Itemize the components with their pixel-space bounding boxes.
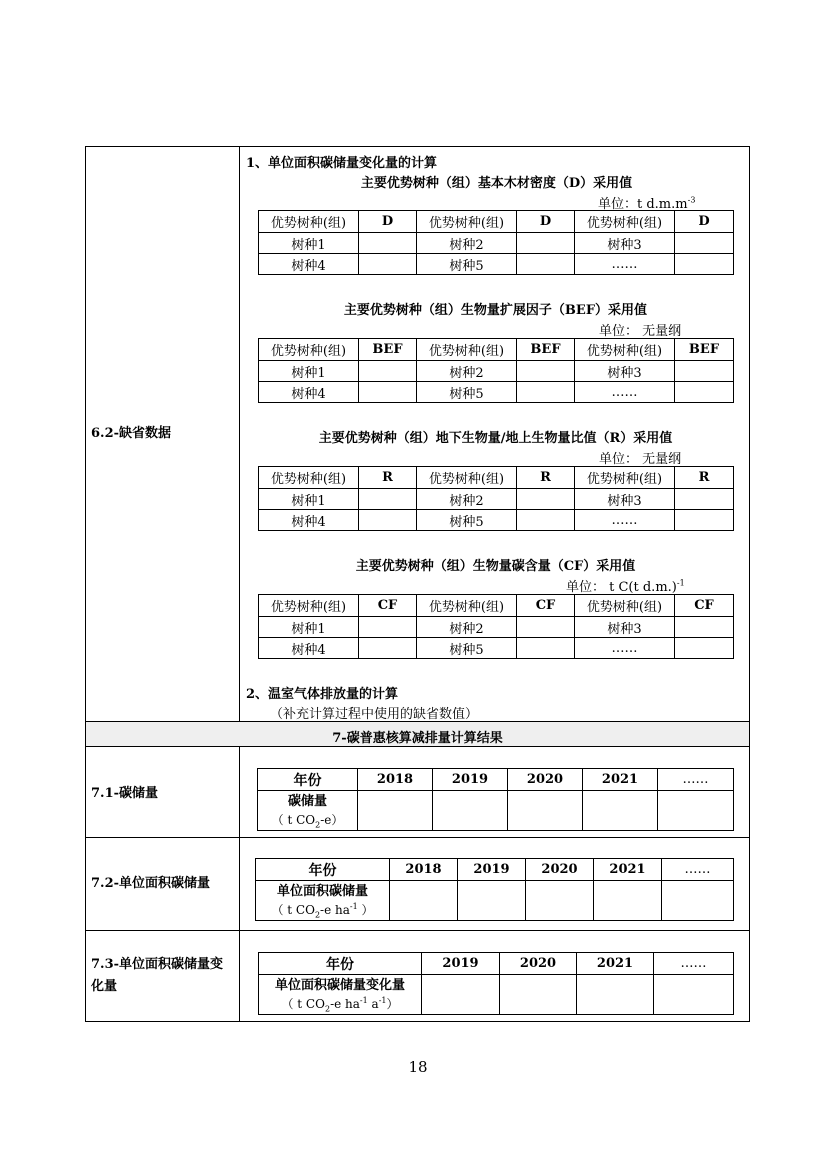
species-cell: 树种3 <box>575 489 675 510</box>
unit-d: 单位：t $d.m.m^{-3}$ <box>598 195 696 212</box>
species-cell: 树种5 <box>417 510 517 531</box>
value-cell[interactable] <box>500 975 577 1015</box>
species-cell: 树种4 <box>259 638 359 659</box>
param-header: D <box>675 211 734 233</box>
year-2019: 2019 <box>433 769 508 791</box>
row-label-7-3-line1: 7.3-单位面积碳储量变 <box>91 957 224 972</box>
table-cf <box>258 594 734 659</box>
value-cell[interactable] <box>675 617 734 638</box>
value-cell[interactable] <box>359 617 417 638</box>
col-header: 优势树种(组) <box>417 595 517 617</box>
col-header: 优势树种(组) <box>259 339 359 361</box>
col-header: 优势树种(组) <box>575 595 675 617</box>
value-cell[interactable] <box>675 233 734 254</box>
param-header: CF <box>675 595 734 617</box>
unit-cf: 单位： t C(t d.m.)$^{-1}$ <box>566 578 685 595</box>
year-2019: 2019 <box>422 953 500 975</box>
value-cell[interactable] <box>675 382 734 403</box>
value-cell[interactable] <box>577 975 654 1015</box>
year-2020: 2020 <box>508 769 583 791</box>
value-cell[interactable] <box>359 638 417 659</box>
species-cell: 树种1 <box>259 617 359 638</box>
value-cell[interactable] <box>517 382 575 403</box>
col-header: 优势树种(组) <box>575 467 675 489</box>
note-2: （补充计算过程中使用的缺省数值） <box>270 707 479 722</box>
year-more: …… <box>662 859 734 881</box>
value-cell[interactable] <box>517 638 575 659</box>
value-cell[interactable] <box>517 233 575 254</box>
value-cell[interactable] <box>359 489 417 510</box>
year-2018: 2018 <box>390 859 458 881</box>
value-cell[interactable] <box>358 791 433 831</box>
param-header: R <box>517 467 575 489</box>
table-r <box>258 466 734 531</box>
table-d <box>258 210 734 275</box>
value-cell[interactable] <box>675 489 734 510</box>
row-title-cell <box>258 791 358 831</box>
species-cell: 树种5 <box>417 638 517 659</box>
row-unit: （ t $CO_2-e$ $ha^{-1}$ ） <box>271 901 374 919</box>
page-number: 18 <box>408 1058 428 1076</box>
value-cell[interactable] <box>526 881 594 921</box>
col-header: 优势树种(组) <box>575 211 675 233</box>
table-title-cf: 主要优势树种（组）生物量碳含量（CF）采用值 <box>355 559 636 574</box>
col-header: 优势树种(组) <box>417 467 517 489</box>
year-2020: 2020 <box>500 953 577 975</box>
species-cell: 树种2 <box>417 233 517 254</box>
value-cell[interactable] <box>594 881 662 921</box>
value-cell[interactable] <box>654 975 734 1015</box>
value-cell[interactable] <box>583 791 658 831</box>
value-cell[interactable] <box>662 881 734 921</box>
value-cell[interactable] <box>359 510 417 531</box>
col-header: 优势树种(组) <box>259 467 359 489</box>
table-7-3 <box>258 952 734 1015</box>
unit-bef: 单位： 无量纲 <box>599 324 682 339</box>
param-header: R <box>675 467 734 489</box>
param-header: D <box>359 211 417 233</box>
species-cell: 树种5 <box>417 254 517 275</box>
year-2021: 2021 <box>594 859 662 881</box>
value-cell[interactable] <box>359 233 417 254</box>
species-cell: 树种3 <box>575 233 675 254</box>
species-cell: 树种2 <box>417 617 517 638</box>
species-cell: 树种4 <box>259 510 359 531</box>
col-header: 优势树种(组) <box>417 339 517 361</box>
species-cell: …… <box>575 638 675 659</box>
value-cell[interactable] <box>359 361 417 382</box>
row-unit: （ t $CO_2-e$ $ha^{-1}$ $a^{-1}$） <box>281 995 399 1013</box>
species-cell: …… <box>575 382 675 403</box>
year-more: …… <box>658 769 734 791</box>
table-7-1 <box>257 768 734 831</box>
row-label-7-3-line2: 化量 <box>91 979 118 994</box>
row-title-cell <box>259 975 422 1015</box>
value-cell[interactable] <box>517 361 575 382</box>
param-header: BEF <box>517 339 575 361</box>
value-cell[interactable] <box>359 382 417 403</box>
year-header: 年份 <box>258 769 358 791</box>
unit-r: 单位： 无量纲 <box>599 452 682 467</box>
param-header: CF <box>359 595 417 617</box>
value-cell[interactable] <box>422 975 500 1015</box>
value-cell[interactable] <box>359 254 417 275</box>
value-cell[interactable] <box>675 361 734 382</box>
year-more: …… <box>654 953 734 975</box>
species-cell: …… <box>575 510 675 531</box>
param-header: CF <box>517 595 575 617</box>
value-cell[interactable] <box>433 791 508 831</box>
table-title-d: 主要优势树种（组）基本木材密度（D）采用值 <box>360 176 633 191</box>
year-2019: 2019 <box>458 859 526 881</box>
table-7-2 <box>255 858 734 921</box>
value-cell[interactable] <box>508 791 583 831</box>
value-cell[interactable] <box>658 791 734 831</box>
row-title: 单位面积碳储量变化量 <box>274 977 405 993</box>
row-title: 单位面积碳储量 <box>276 883 368 899</box>
species-cell: 树种4 <box>259 254 359 275</box>
year-2020: 2020 <box>526 859 594 881</box>
year-2021: 2021 <box>577 953 654 975</box>
row-title-cell <box>256 881 390 921</box>
param-header: R <box>359 467 417 489</box>
table-title-r: 主要优势树种（组）地下生物量/地上生物量比值（R）采用值 <box>318 431 673 446</box>
species-cell: 树种1 <box>259 233 359 254</box>
table-title-bef: 主要优势树种（组）生物量扩展因子（BEF）采用值 <box>343 303 648 318</box>
value-cell[interactable] <box>675 254 734 275</box>
year-header: 年份 <box>256 859 390 881</box>
value-cell[interactable] <box>458 881 526 921</box>
species-cell: 树种2 <box>417 361 517 382</box>
species-cell: 树种5 <box>417 382 517 403</box>
species-cell: 树种1 <box>259 361 359 382</box>
species-cell: 树种4 <box>259 382 359 403</box>
value-cell[interactable] <box>517 489 575 510</box>
col-header: 优势树种(组) <box>417 211 517 233</box>
row-label-7-2: 7.2-单位面积碳储量 <box>91 876 211 891</box>
value-cell[interactable] <box>517 510 575 531</box>
section7-title: 7-碳普惠核算减排量计算结果 <box>332 731 503 746</box>
value-cell[interactable] <box>675 638 734 659</box>
value-cell[interactable] <box>675 510 734 531</box>
col-header: 优势树种(组) <box>259 595 359 617</box>
year-2021: 2021 <box>583 769 658 791</box>
col-header: 优势树种(组) <box>259 211 359 233</box>
param-header: D <box>517 211 575 233</box>
row-label-6-2: 6.2-缺省数据 <box>91 426 172 441</box>
species-cell: 树种2 <box>417 489 517 510</box>
row-label-7-1: 7.1-碳储量 <box>91 786 159 801</box>
param-header: BEF <box>359 339 417 361</box>
row-title: 碳储量 <box>287 793 327 809</box>
row-unit: （ t $CO_2-e$） <box>271 812 344 829</box>
heading-2: 2、温室气体排放量的计算 <box>246 687 399 702</box>
year-header: 年份 <box>259 953 422 975</box>
value-cell[interactable] <box>390 881 458 921</box>
species-cell: 树种3 <box>575 617 675 638</box>
param-header: BEF <box>675 339 734 361</box>
species-cell: …… <box>575 254 675 275</box>
heading-1: 1、单位面积碳储量变化量的计算 <box>246 156 438 171</box>
row-label-7-3 <box>91 954 223 998</box>
year-2018: 2018 <box>358 769 433 791</box>
species-cell: 树种3 <box>575 361 675 382</box>
species-cell: 树种1 <box>259 489 359 510</box>
col-header: 优势树种(组) <box>575 339 675 361</box>
table-bef <box>258 338 734 403</box>
value-cell[interactable] <box>517 254 575 275</box>
value-cell[interactable] <box>517 617 575 638</box>
